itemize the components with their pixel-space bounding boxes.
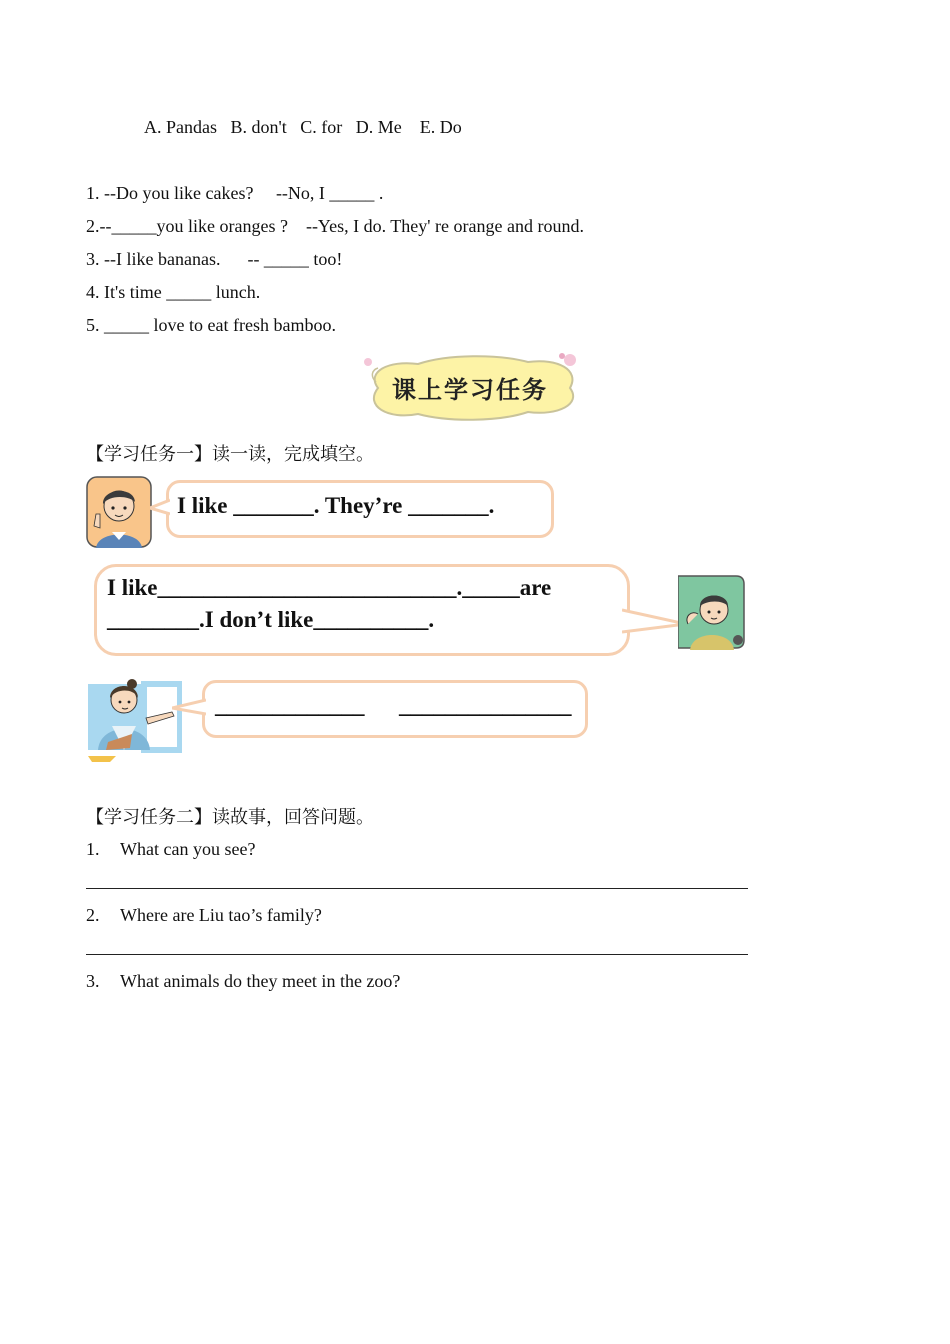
task1-heading: 【学习任务一】读一读，完成填空。 — [86, 444, 374, 464]
question-1: 1. --Do you like cakes? --No, I _____ . — [86, 183, 384, 203]
bubble-3-tail — [172, 698, 206, 718]
story-question-3-number: 3. — [86, 971, 100, 991]
banner-title: 课上学习任务 — [392, 376, 548, 404]
task2-heading: 【学习任务二】读故事，回答问题。 — [86, 807, 374, 827]
liu-tao-avatar — [678, 574, 746, 650]
bubble-2-line-1: I like__________________________._____are — [107, 575, 552, 600]
question-4: 4. It's time _____ lunch. — [86, 282, 261, 302]
word-options: A. Pandas B. don't C. for D. Me E. Do — [144, 117, 462, 137]
speech-bubble-1 — [166, 480, 554, 538]
bubble-1-tail — [150, 498, 170, 518]
story-question-3 — [86, 970, 400, 992]
bubble-2-tail — [622, 606, 686, 636]
speech-bubble-2 — [94, 564, 630, 656]
section-banner — [358, 352, 582, 422]
answer-line-2[interactable] — [86, 954, 748, 955]
bubble-2-line-2: ________.I don’t like__________. — [107, 607, 435, 632]
story-question-2-number: 2. — [86, 905, 100, 925]
story-question-1-number: 1. — [86, 839, 100, 859]
story-question-1 — [86, 838, 255, 860]
boy-avatar — [86, 476, 152, 548]
question-5: 5. _____ love to eat fresh bamboo. — [86, 315, 336, 335]
story-question-2 — [86, 904, 322, 926]
story-question-2-text: Where are Liu tao’s family? — [120, 905, 322, 925]
speech-bubble-3 — [202, 680, 588, 738]
answer-line-1[interactable] — [86, 888, 748, 889]
story-question-1-text: What can you see? — [120, 839, 256, 859]
woman-avatar — [86, 676, 182, 762]
bubble-1-text: I like _______. They’re _______. — [177, 493, 495, 518]
bubble-3-text: _____________ _______________ — [215, 693, 572, 718]
story-question-3-text: What animals do they meet in the zoo? — [120, 971, 401, 991]
question-2: 2.--_____you like oranges ? --Yes, I do. They' re orange and round. — [86, 216, 584, 236]
question-3: 3. --I like bananas. -- _____ too! — [86, 249, 343, 269]
